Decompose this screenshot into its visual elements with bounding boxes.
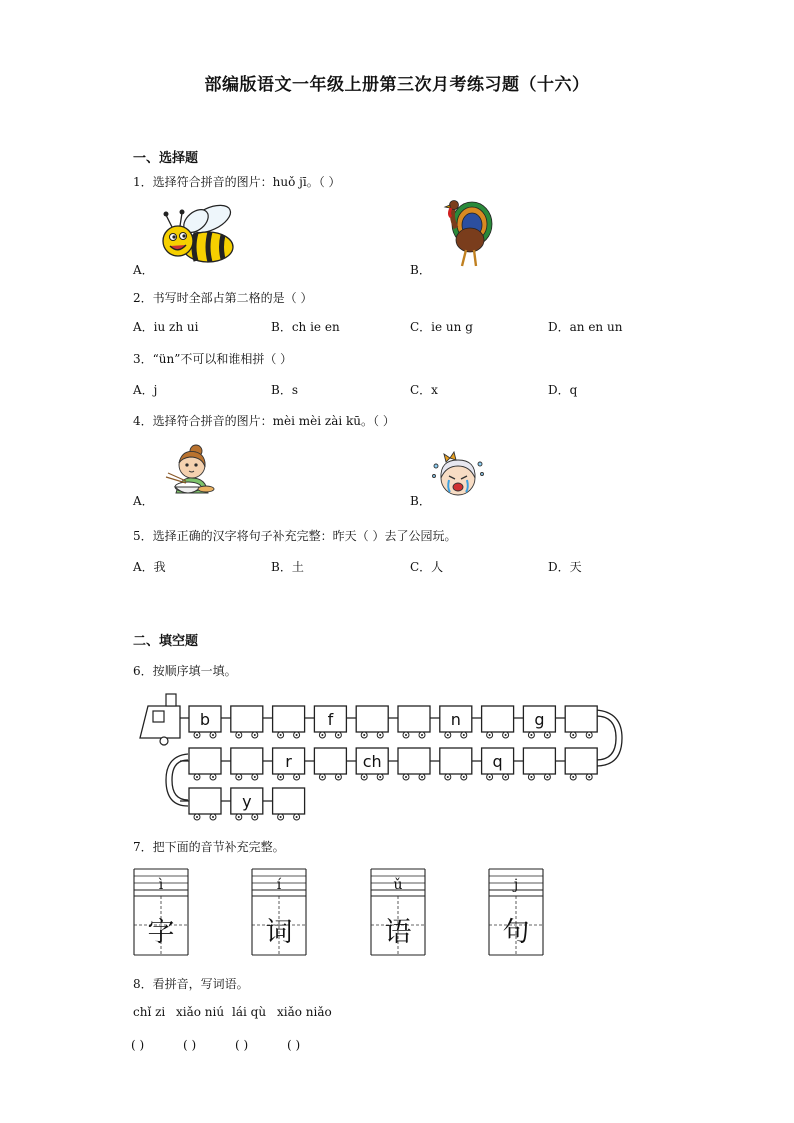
q5-option-b[interactable]: B．土 <box>271 560 304 574</box>
q2-option-d[interactable]: D．an en un <box>548 320 623 334</box>
train-letter: ch <box>362 752 382 771</box>
q5-option-d[interactable]: D．天 <box>548 560 582 574</box>
q8-pinyin-2: xiǎo niú <box>176 1005 225 1019</box>
train-letter: q <box>492 752 503 771</box>
q5-option-c[interactable]: C．人 <box>410 560 444 574</box>
train-letter: f <box>327 710 334 729</box>
q8-blank-4[interactable]: ( ) <box>287 1038 301 1052</box>
syllable-char: 词 <box>265 917 293 948</box>
q3-option-b[interactable]: B．s <box>271 383 298 397</box>
question-7: 7．把下面的音节补充完整。 <box>133 840 285 854</box>
syllable-cell[interactable] <box>252 869 306 955</box>
syllable-char: 语 <box>384 917 412 948</box>
q8-blank-1[interactable]: ( ) <box>131 1038 145 1052</box>
question-1: 1．选择符合拼音的图片：huǒ jī。（ ） <box>133 175 341 189</box>
train-letter: y <box>242 792 252 811</box>
q3-option-c[interactable]: C．x <box>410 383 438 397</box>
q5-option-a[interactable]: A．我 <box>133 560 166 574</box>
q8-pinyin-4: xiǎo niǎo <box>277 1005 332 1019</box>
q2-option-c[interactable]: C．ie un g <box>410 320 473 334</box>
q4-option-a[interactable]: A． <box>133 494 154 508</box>
syllable-cell[interactable] <box>489 869 543 955</box>
train-letter: r <box>285 752 292 771</box>
q8-blank-2[interactable]: ( ) <box>183 1038 197 1052</box>
q8-pinyin-1: chǐ zi <box>133 1005 166 1019</box>
section-heading-choice: 一、选择题 <box>133 151 199 166</box>
q2-option-b[interactable]: B．ch ie en <box>271 320 340 334</box>
q1-option-a[interactable]: A． <box>133 263 154 277</box>
question-6: 6．按顺序填一填。 <box>133 664 237 678</box>
q3-option-d[interactable]: D．q <box>548 383 578 397</box>
question-3: 3．“ün”不可以和谁相拼（ ） <box>133 352 293 366</box>
question-2: 2．书写时全部占第二格的是（ ） <box>133 291 313 305</box>
q4-option-b[interactable]: B． <box>410 494 431 508</box>
question-8: 8．看拼音，写词语。 <box>133 977 249 991</box>
train-letter: n <box>450 710 461 729</box>
question-4: 4．选择符合拼音的图片：mèi mèi zài kū。（ ） <box>133 414 395 428</box>
question-5: 5．选择正确的汉字将句子补充完整：昨天（ ）去了公园玩。 <box>133 529 457 543</box>
q8-pinyin-3: lái qù <box>232 1005 267 1019</box>
syllable-char: 句 <box>502 917 530 948</box>
q2-option-a[interactable]: A．iu zh ui <box>133 320 199 334</box>
syllable-tone: j <box>513 877 519 893</box>
syllable-tone: ǔ <box>393 877 403 893</box>
train-letter: g <box>534 710 545 729</box>
section-heading-fill: 二、填空题 <box>133 634 199 649</box>
train-letter: b <box>199 710 211 729</box>
q3-option-a[interactable]: A．j <box>133 383 158 397</box>
syllable-tone: í <box>276 877 282 893</box>
syllable-tone: ì <box>158 877 164 893</box>
page-title: 部编版语文一年级上册第三次月考练习题（十六） <box>204 75 590 95</box>
syllable-cell[interactable] <box>134 869 188 955</box>
q1-option-b[interactable]: B． <box>410 263 431 277</box>
q8-blank-3[interactable]: ( ) <box>235 1038 249 1052</box>
syllable-char: 字 <box>147 917 175 948</box>
syllable-cell[interactable] <box>371 869 425 955</box>
